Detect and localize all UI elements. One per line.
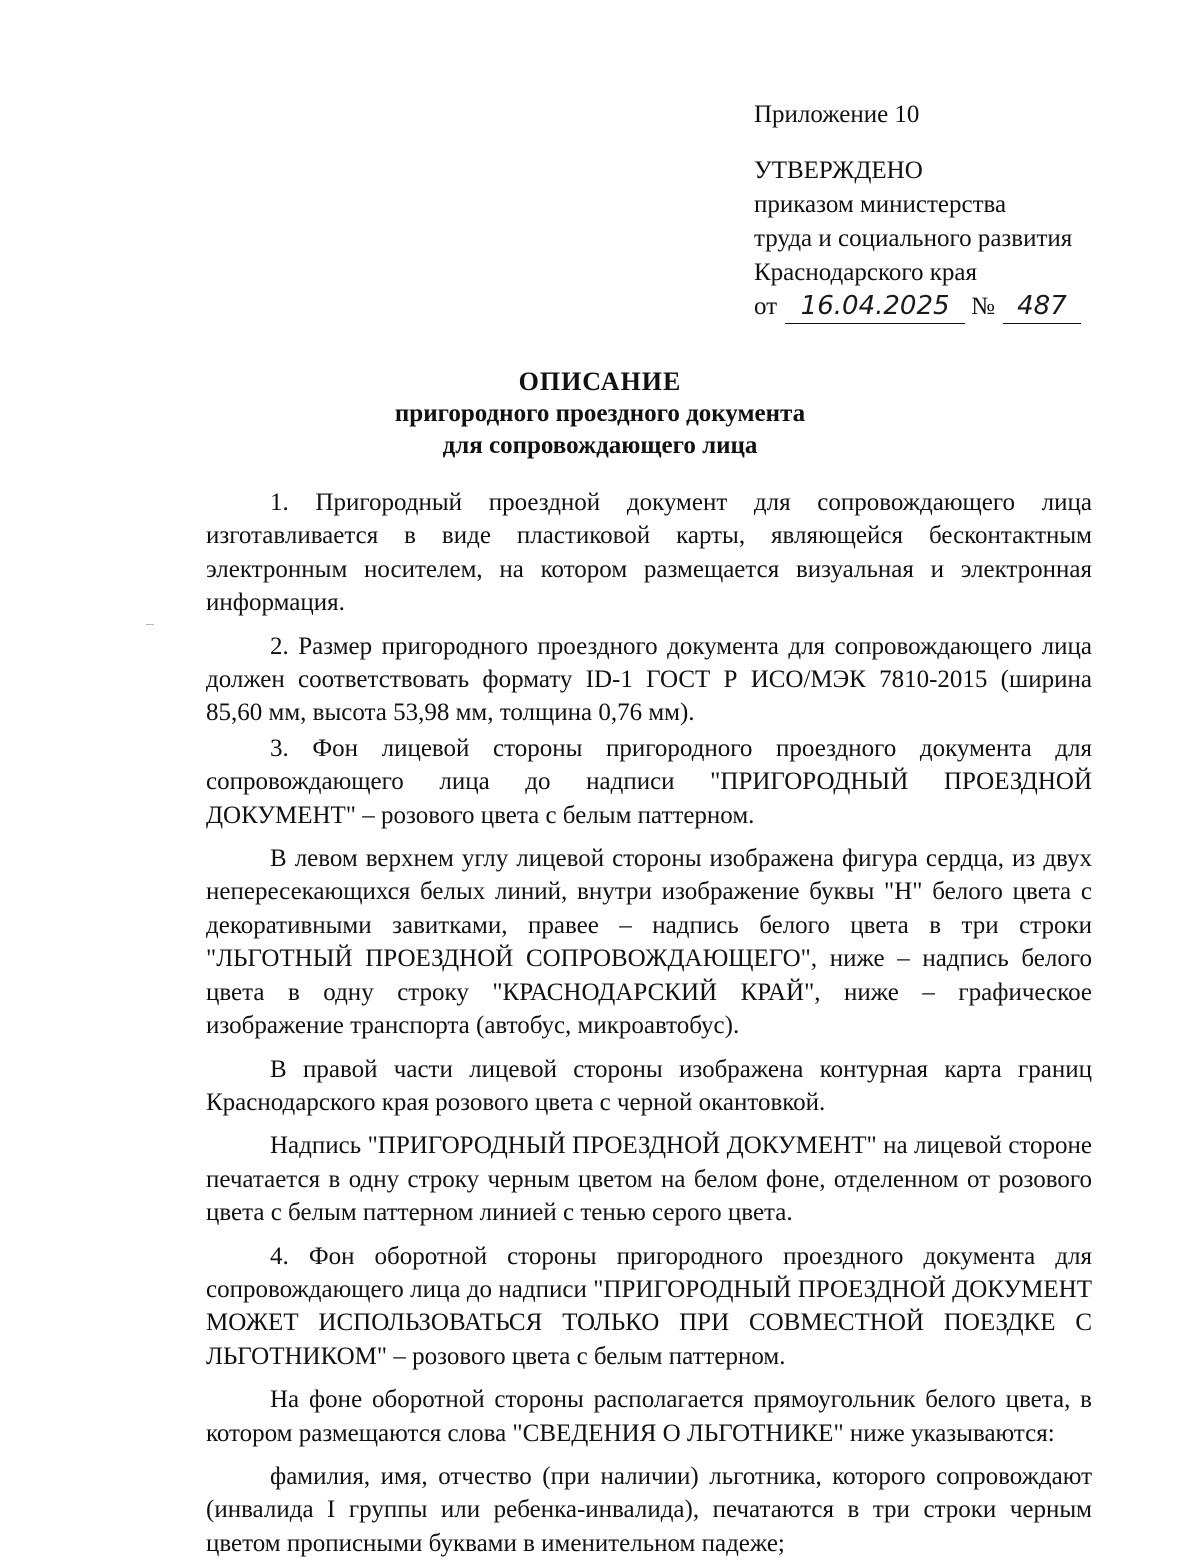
paragraph-9: фамилия, имя, отчество (при наличии) льготника, которого сопровождают (инвалида I группы или ребенка-инвалида), печатаются в три строки черным цветом прописными буквами в именительном падеже; <box>206 1462 1092 1557</box>
approved-label: УТВЕРЖДЕНО <box>754 157 923 184</box>
paragraph-6: Надпись "ПРИГОРОДНЫЙ ПРОЕЗДНОЙ ДОКУМЕНТ" на лицевой стороне печатается в одну строку черным цветом на белом фоне, отделенном от розового цвета с белым паттерном линией с тенью серого цвета. <box>206 1132 1092 1227</box>
document-body <box>206 486 1092 1562</box>
title-line-2: пригородного проездного документа <box>394 400 806 427</box>
paragraph-2: 2. Размер пригородного проездного документа для сопровождающего лица должен соответствовать формату ID-1 ГОСТ Р ИСО/МЭК 7810-2015 (ширина 85,60 мм, высота 53,98 мм, толщина 0,76 мм). <box>206 632 1092 727</box>
approval-line-3: Краснодарского края <box>754 259 977 286</box>
order-date-number-line <box>754 290 1134 324</box>
title-line-3: для сопровождающего лица <box>442 432 758 459</box>
paragraph-7: 4. Фон оборотной стороны пригородного проездного документа для сопровождающего лица до надписи "ПРИГОРОДНЫЙ ПРОЕЗДНОЙ ДОКУМЕНТ МОЖЕТ ИСПОЛЬЗОВАТЬСЯ ТОЛЬКО ПРИ СОВМЕСТНОЙ ПОЕЗДКЕ С ЛЬГОТНИКОМ" – розового цвета с белым паттерном. <box>206 1242 1092 1370</box>
from-label: от <box>754 293 778 320</box>
appendix-label: Приложение 10 <box>754 101 920 128</box>
approval-line-1: приказом министерства <box>754 191 1007 218</box>
approval-line-2: труда и социального развития <box>754 225 1073 252</box>
paragraph-1: 1. Пригородный проездной документ для сопровождающего лица изготавливается в виде пластиковой карты, являющейся бесконтактным электронным носителем, на котором размещается визуальная и электронная информация. <box>206 489 1092 617</box>
approval-block <box>754 98 1134 324</box>
number-label: № <box>971 293 995 320</box>
paragraph-3: 3. Фон лицевой стороны пригородного проездного документа для сопровождающего лица до надписи "ПРИГОРОДНЫЙ ПРОЕЗДНОЙ ДОКУМЕНТ" – розового цвета с белым паттерном. <box>206 734 1092 829</box>
paragraph-5: В правой части лицевой стороны изображена контурная карта границ Краснодарского края розового цвета с черной окантовкой. <box>206 1055 1092 1116</box>
scan-margin-mark <box>146 624 154 625</box>
paragraph-4: В левом верхнем углу лицевой стороны изображена фигура сердца, из двух непересекающихся белых линий, внутри изображение буквы "Н" белого цвета с декоративными завитками, правее – надпись белого цвета в три строки "ЛЬГОТНЫЙ ПРОЕЗДНОЙ СОПРОВОЖДАЮЩЕГО", ниже – надпись белого цвета в одну строку "КРАСНОДАРСКИЙ КРАЙ", ниже – графическое изображение транспорта (автобус, микроавтобус). <box>206 845 1092 1040</box>
document-title <box>200 366 1000 462</box>
paragraph-8: На фоне оборотной стороны располагается прямоугольник белого цвета, в котором размещаются слова "СВЕДЕНИЯ О ЛЬГОТНИКЕ" ниже указываются: <box>206 1386 1092 1447</box>
order-date: 16.04.2025 <box>785 291 965 324</box>
title-line-1: ОПИСАНИЕ <box>518 367 682 396</box>
order-number: 487 <box>1003 291 1081 324</box>
